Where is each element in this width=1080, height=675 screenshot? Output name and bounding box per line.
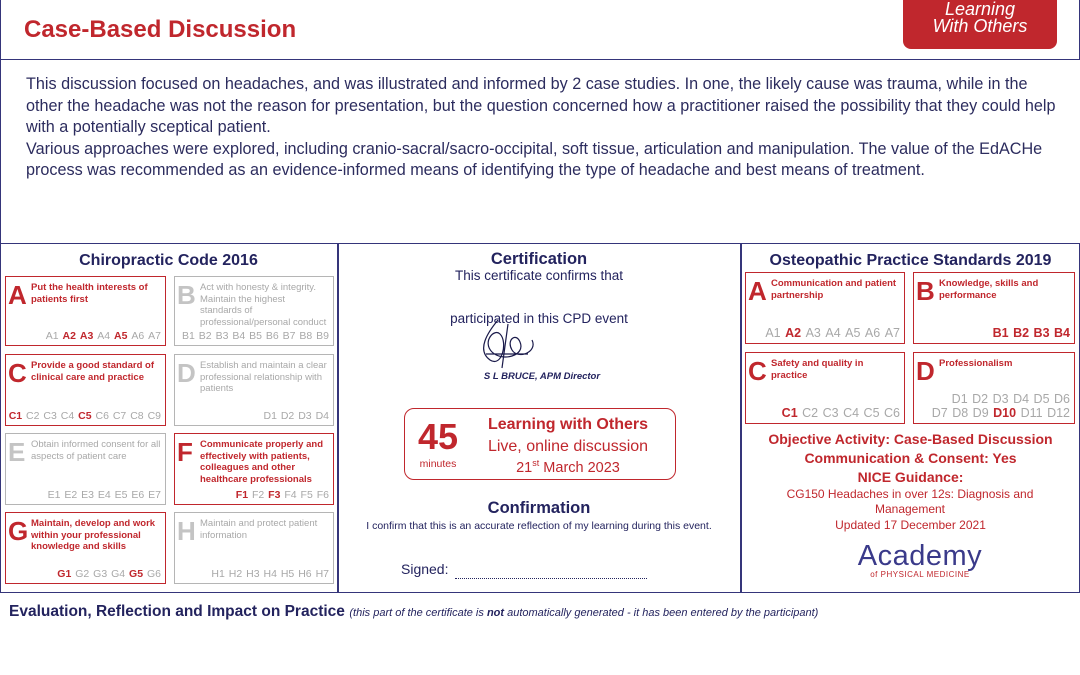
standard-code: C7 — [112, 410, 127, 422]
standard-code: D3 — [992, 392, 1009, 406]
standard-code: C5 — [863, 406, 880, 420]
standard-code: C4 — [60, 410, 75, 422]
standard-code: B2 — [198, 330, 212, 342]
standard-code: D1 — [263, 410, 277, 422]
standard-code: A3 — [805, 326, 821, 340]
standard-code: B3 — [215, 330, 229, 342]
evaluation-entry-area[interactable] — [0, 625, 1080, 675]
standard-code: C2 — [802, 406, 819, 420]
standard-codes — [262, 410, 329, 422]
standard-code: D3 — [298, 410, 312, 422]
standard-codes — [764, 326, 900, 340]
confirm-text: I confirm that this is an accurate reflection of my learning during this event. — [366, 520, 712, 532]
minutes-value: 45 — [417, 416, 459, 457]
divider-right — [740, 243, 742, 593]
standard-description: Safety and quality in practice — [771, 358, 864, 381]
badge-line-1: Learning — [944, 0, 1016, 19]
evaluation-note-pre: (this part of the certificate is — [349, 607, 487, 619]
standard-code: F1 — [235, 489, 249, 501]
standard-box-d — [913, 352, 1075, 424]
standard-code: D10 — [993, 406, 1017, 420]
standard-code: G5 — [129, 568, 144, 580]
standard-letter: E — [8, 437, 26, 467]
standard-box-d — [174, 354, 334, 426]
standard-code: A3 — [79, 330, 94, 342]
standard-code: C2 — [26, 410, 40, 422]
nice-updated: Updated 17 December 2021 — [835, 518, 986, 532]
standard-description: Obtain informed consent for all aspects of patient care — [31, 439, 161, 462]
event-type: Live, online discussion — [487, 438, 649, 455]
standard-code: D4 — [1013, 392, 1030, 406]
standard-code: C3 — [43, 410, 57, 422]
standard-code: B2 — [1013, 326, 1030, 340]
standard-codes — [992, 326, 1070, 340]
standard-description: Act with honesty & integrity. Maintain the highest standards of professional/personal conduct — [200, 282, 327, 328]
signature-image — [468, 312, 558, 372]
event-day-suffix: st — [532, 458, 540, 468]
standard-letter: B — [177, 280, 196, 310]
standard-code: D4 — [315, 410, 329, 422]
standard-code: A6 — [131, 330, 145, 342]
event-date — [468, 458, 668, 476]
learning-with-others-badge — [903, 0, 1057, 49]
standard-letter: A — [748, 276, 767, 306]
standard-code: A2 — [785, 326, 802, 340]
standard-code: H7 — [315, 568, 329, 580]
academy-logo — [800, 540, 1040, 584]
standard-description: Maintain and protect patient information — [200, 518, 318, 541]
standard-code: H6 — [298, 568, 312, 580]
standard-code: G2 — [75, 568, 90, 580]
standard-code: A5 — [114, 330, 128, 342]
standard-code: B5 — [249, 330, 262, 342]
standard-code: D7 — [931, 406, 948, 420]
standard-code: G4 — [111, 568, 126, 580]
standard-code: A1 — [45, 330, 59, 342]
evaluation-note-bold: not — [486, 607, 505, 619]
standard-code: E2 — [64, 489, 78, 501]
summary-paragraph-2: Various approaches were explored, including cranio-sacral/sacro-occipital, soft tissue, articulation and manipulation. The value of the EdACHe process was recommended as an evidence-informed means of identifying the type of headache and best means of treatment. — [26, 139, 1043, 180]
event-day: 21 — [516, 459, 533, 476]
nice-heading: NICE Guidance: — [857, 469, 964, 485]
standard-code: C1 — [8, 410, 23, 422]
standard-description: Put the health interests of patients first — [31, 282, 148, 305]
chiro-heading: Chiropractic Code 2016 — [79, 252, 258, 269]
standard-description: Provide a good standard of clinical care and practice — [31, 360, 154, 383]
standard-code: A7 — [148, 330, 161, 342]
objective-activity: Objective Activity: Case-Based Discussion — [768, 431, 1053, 447]
standard-code: D2 — [280, 410, 295, 422]
standard-code: F5 — [300, 489, 313, 501]
standard-code: H5 — [280, 568, 295, 580]
divider-left — [337, 243, 339, 593]
standard-code: D6 — [1054, 392, 1070, 406]
standard-code: F4 — [284, 489, 297, 501]
nice-text: CG150 Headaches in over 12s: Diagnosis and Management — [786, 487, 1034, 516]
standard-code: B4 — [1054, 326, 1070, 340]
standard-letter: A — [8, 280, 27, 310]
standard-code: H3 — [246, 568, 260, 580]
standard-code: C5 — [78, 410, 92, 422]
standard-box-c — [5, 354, 166, 426]
standard-codes — [45, 330, 161, 342]
evaluation-note — [349, 607, 818, 619]
standard-code: E3 — [81, 489, 94, 501]
evaluation-line — [9, 603, 818, 621]
standard-codes — [47, 489, 161, 501]
standard-code: C6 — [95, 410, 109, 422]
cert-participated: participated in this CPD event — [450, 311, 628, 326]
standard-description: Communication and patient partnership — [771, 278, 897, 301]
standard-code: B7 — [282, 330, 296, 342]
standard-letter: D — [177, 358, 196, 388]
standard-letter: G — [8, 516, 29, 546]
standard-code: B1 — [182, 330, 195, 342]
standard-letter: C — [748, 356, 767, 386]
standard-description: Maintain, develop and work within your professional knowledge and skills — [31, 518, 156, 552]
evaluation-note-post: automatically generated - it has been entered by the participant) — [504, 607, 819, 619]
event-month-year: March 2023 — [543, 459, 620, 476]
standard-box-h — [174, 512, 334, 584]
badge-line-2: With Others — [932, 16, 1028, 36]
summary-paragraph-1: This discussion focused on headaches, and was illustrated and informed by 2 case studies. In one, the likely cause was trauma, while in the other the headache was not the reason for presentation, but the question concerned how a practitioner raised the possibility that they could help with a potentially sceptical patient. — [26, 75, 1056, 137]
standard-code: H4 — [263, 568, 277, 580]
standard-code: E5 — [114, 489, 128, 501]
standard-code: A4 — [97, 330, 111, 342]
standard-code: D8 — [952, 406, 969, 420]
standard-letter: H — [177, 516, 196, 546]
evaluation-heading: Evaluation, Reflection and Impact on Practice — [9, 603, 345, 620]
summary-text — [26, 74, 1056, 182]
cert-heading: Certification — [490, 250, 588, 268]
standard-codes — [210, 568, 329, 580]
standard-code: C8 — [130, 410, 144, 422]
standard-code: C9 — [147, 410, 161, 422]
standard-code: F6 — [316, 489, 329, 501]
standard-code: A5 — [845, 326, 861, 340]
standard-code: A2 — [62, 330, 76, 342]
standard-box-b — [913, 272, 1075, 344]
standard-letter: F — [177, 437, 193, 467]
standard-codes — [781, 406, 900, 420]
standard-code: A7 — [884, 326, 900, 340]
standard-box-g — [5, 512, 166, 584]
cert-confirms: This certificate confirms that — [454, 268, 624, 283]
standard-description: Professionalism — [939, 358, 1013, 369]
minutes-label: minutes — [419, 458, 457, 470]
event-name: Learning with Others — [487, 416, 648, 433]
standard-codes — [181, 330, 329, 342]
standard-code: C6 — [884, 406, 900, 420]
standard-description: Communicate properly and effectively with patients, colleagues and other healthcare professionals — [200, 439, 323, 485]
standard-description: Knowledge, skills and performance — [939, 278, 1039, 301]
standard-codes — [56, 568, 161, 580]
standard-code: D9 — [972, 406, 989, 420]
standard-code: B6 — [265, 330, 279, 342]
standard-codes — [931, 406, 1070, 420]
standard-code: A6 — [864, 326, 881, 340]
standard-description: Establish and maintain a clear professional relationship with patients — [200, 360, 327, 394]
standard-code: C3 — [822, 406, 839, 420]
standard-code: D5 — [1033, 392, 1050, 406]
signatory: S L BRUCE, APM Director — [483, 371, 601, 382]
standard-code: B9 — [316, 330, 329, 342]
standard-code: E6 — [131, 489, 145, 501]
standard-letter: B — [916, 276, 935, 306]
standard-code: C1 — [781, 406, 798, 420]
standard-code: B1 — [992, 326, 1009, 340]
signed-label: Signed: — [401, 561, 449, 577]
academy-logo-main: Academy — [857, 540, 983, 572]
standard-code: D2 — [972, 392, 989, 406]
standard-code: B3 — [1033, 326, 1050, 340]
page-title: Case-Based Discussion — [24, 16, 297, 43]
standard-code: A4 — [825, 326, 841, 340]
osteo-heading: Osteopathic Practice Standards 2019 — [769, 252, 1052, 269]
standard-box-e — [5, 433, 166, 505]
standard-letter: D — [916, 356, 935, 386]
standard-code: B4 — [232, 330, 246, 342]
standard-code: F2 — [251, 489, 265, 501]
standard-code: H2 — [228, 568, 243, 580]
standard-code: B8 — [299, 330, 313, 342]
standard-code: C4 — [843, 406, 860, 420]
standard-code: E1 — [47, 489, 61, 501]
standard-box-a — [745, 272, 905, 344]
standard-code: F3 — [268, 489, 281, 501]
standard-letter: C — [8, 358, 27, 388]
communication-consent: Communication & Consent: Yes — [804, 450, 1017, 466]
standard-code: E7 — [148, 489, 161, 501]
standard-code: D12 — [1047, 406, 1070, 420]
standard-code: A1 — [765, 326, 781, 340]
standard-code: G1 — [57, 568, 72, 580]
standard-codes — [235, 489, 329, 501]
standard-code: G6 — [146, 568, 161, 580]
standard-box-b — [174, 276, 334, 346]
standard-codes — [951, 392, 1070, 406]
signature-line[interactable] — [455, 578, 647, 579]
standard-code: E4 — [97, 489, 111, 501]
standard-box-a — [5, 276, 166, 346]
confirm-heading: Confirmation — [487, 499, 591, 517]
standard-code: G3 — [93, 568, 108, 580]
standard-codes — [8, 410, 161, 422]
standard-box-f — [174, 433, 334, 505]
standard-code: D1 — [951, 392, 968, 406]
standard-code: H1 — [211, 568, 225, 580]
standard-code: D11 — [1020, 406, 1043, 420]
standard-box-c — [745, 352, 905, 424]
academy-logo-sub: of PHYSICAL MEDICINE — [870, 570, 970, 579]
